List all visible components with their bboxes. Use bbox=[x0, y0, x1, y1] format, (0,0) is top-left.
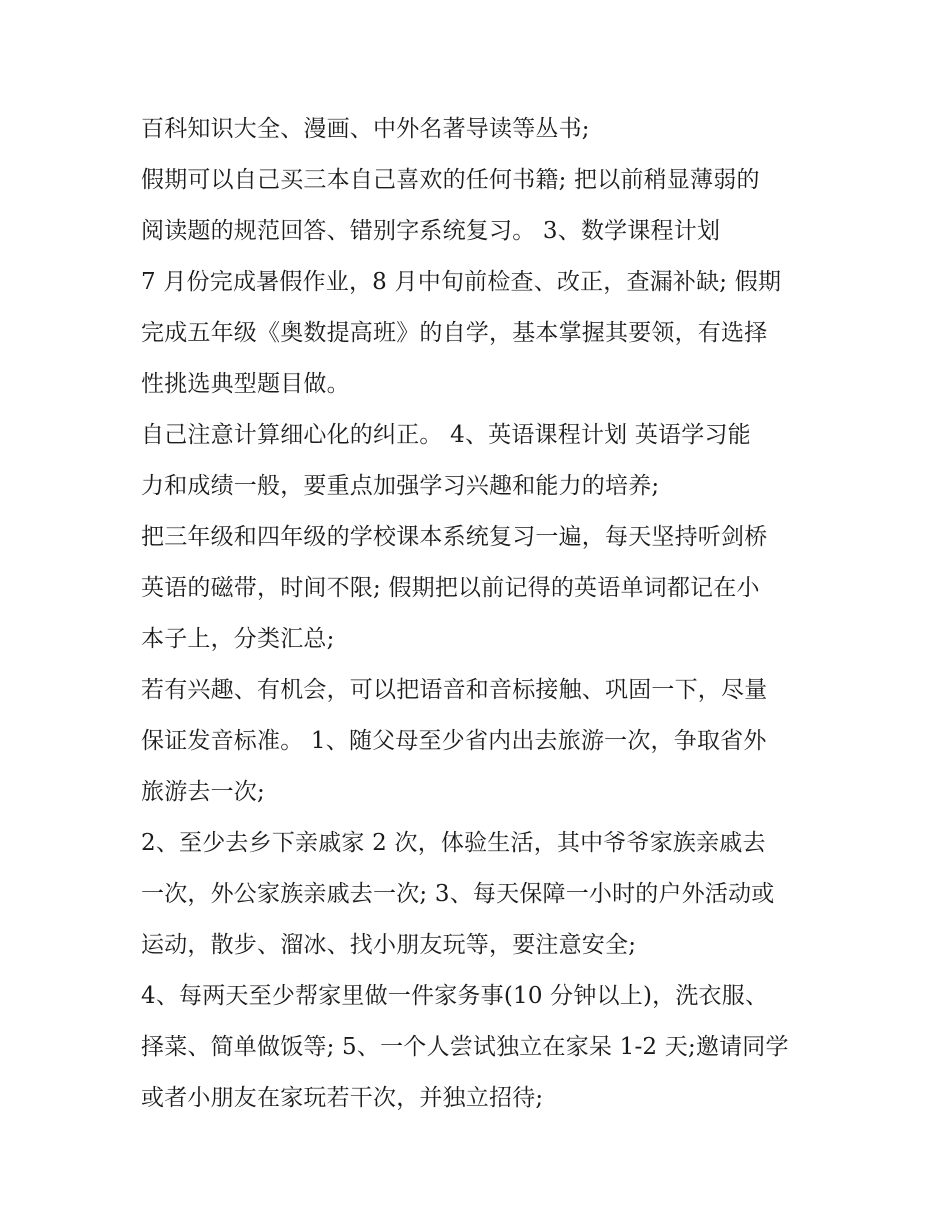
text-line: 把三年级和四年级的学校课本系统复习一遍，每天坚持听剑桥 bbox=[141, 524, 768, 550]
text-line: 阅读题的规范回答、错别字系统复习。 3、数学课程计划 bbox=[141, 218, 721, 244]
text-line: 运动，散步、溜冰、找小朋友玩等，要注意安全; bbox=[141, 932, 637, 958]
text-line: 自己注意计算细心化的纠正。 4、英语课程计划 英语学习能 bbox=[141, 422, 751, 448]
text-line: 一次，外公家族亲戚去一次; 3、每天保障一小时的户外活动或 bbox=[141, 881, 775, 907]
text-line: 7 月份完成暑假作业，8 月中旬前检查、改正，查漏补缺; 假期 bbox=[141, 269, 782, 295]
text-line: 或者小朋友在家玩若干次，并独立招待; bbox=[141, 1085, 544, 1111]
text-line: 若有兴趣、有机会，可以把语音和音标接触、巩固一下，尽量 bbox=[141, 677, 768, 703]
text-line: 英语的磁带，时间不限; 假期把以前记得的英语单词都记在小 bbox=[141, 575, 760, 601]
text-line: 4、每两天至少帮家里做一件家务事(10 分钟以上)，洗衣服、 bbox=[141, 983, 769, 1009]
text-line: 保证发音标准。 1、随父母至少省内出去旅游一次，争取省外 bbox=[141, 728, 767, 754]
text-line: 性挑选典型题目做。 bbox=[141, 371, 350, 397]
text-line: 择菜、简单做饭等; 5、一个人尝试独立在家呆 1-2 天;邀请同学 bbox=[141, 1034, 789, 1060]
text-line: 假期可以自己买三本自己喜欢的任何书籍; 把以前稍显薄弱的 bbox=[141, 167, 760, 193]
text-line: 2、至少去乡下亲戚家 2 次，体验生活，其中爷爷家族亲戚去 bbox=[141, 830, 766, 856]
text-line: 完成五年级《奥数提高班》的自学，基本掌握其要领，有选择 bbox=[141, 320, 768, 346]
text-line: 本子上，分类汇总; bbox=[141, 626, 335, 652]
text-line: 百科知识大全、漫画、中外名著导读等丛书; bbox=[141, 116, 590, 142]
text-line: 力和成绩一般，要重点加强学习兴趣和能力的培养; bbox=[141, 473, 660, 499]
text-line: 旅游去一次; bbox=[141, 779, 265, 805]
document-body bbox=[141, 104, 821, 1124]
